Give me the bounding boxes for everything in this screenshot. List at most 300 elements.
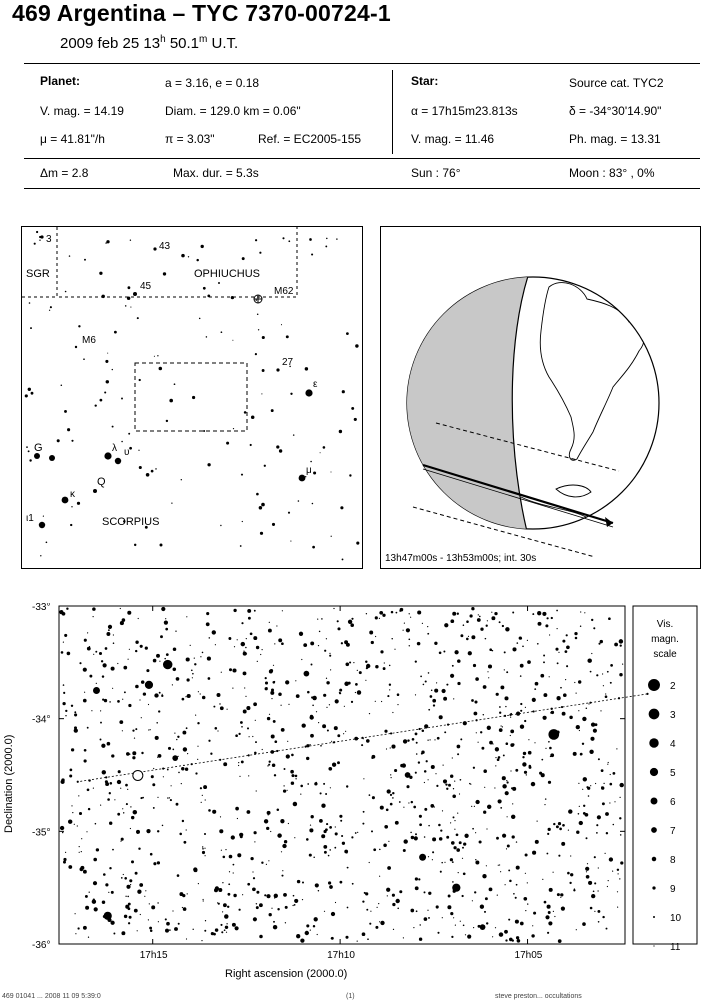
background-star [435, 773, 436, 774]
background-star [357, 832, 358, 833]
background-star [418, 878, 420, 880]
background-star [237, 818, 238, 819]
background-star [88, 808, 90, 810]
background-star [586, 837, 588, 839]
background-star [389, 689, 390, 690]
background-star [223, 856, 226, 859]
finder-star [139, 379, 141, 381]
background-star [375, 636, 376, 637]
background-star [348, 620, 352, 624]
background-star [228, 637, 231, 640]
background-star [295, 778, 296, 779]
background-star [582, 789, 583, 790]
background-star [487, 726, 491, 730]
background-star [237, 853, 241, 857]
background-star [524, 771, 527, 774]
background-star [416, 910, 418, 912]
background-star [283, 893, 287, 897]
background-star [195, 772, 197, 774]
background-star [508, 919, 510, 921]
background-star [406, 628, 410, 632]
background-star [84, 749, 87, 752]
finder-star [340, 506, 343, 509]
background-star [617, 891, 618, 892]
background-star [154, 693, 158, 697]
background-star [460, 779, 462, 781]
background-star [590, 671, 592, 673]
background-star [329, 885, 333, 889]
background-star [491, 612, 492, 613]
background-star [93, 616, 94, 617]
finder-star [26, 446, 28, 448]
background-star [311, 815, 314, 818]
background-star [246, 638, 247, 639]
star-ra: α = 17h15m23.813s [411, 104, 518, 118]
background-star [141, 680, 145, 684]
background-star [557, 662, 559, 664]
finder-star [203, 287, 206, 290]
background-star [550, 756, 551, 757]
background-star [179, 833, 182, 836]
background-star [580, 626, 581, 627]
background-star [534, 742, 535, 743]
asteroid-path [77, 693, 649, 783]
background-star [605, 693, 606, 694]
background-star [433, 704, 435, 706]
background-star [95, 651, 97, 653]
background-star [254, 752, 257, 755]
background-star [178, 923, 180, 925]
background-star [448, 784, 451, 787]
background-star [386, 748, 387, 749]
time-m-sup: m [199, 34, 208, 45]
finder-star [251, 415, 255, 419]
background-star [107, 742, 111, 746]
background-star [423, 684, 425, 686]
finder-star [242, 521, 243, 522]
background-star [276, 625, 277, 626]
background-star [113, 933, 115, 935]
background-star [499, 864, 500, 865]
background-star [128, 922, 130, 924]
background-star [310, 744, 311, 745]
background-star [103, 873, 106, 876]
background-star [167, 797, 169, 799]
background-star [454, 829, 455, 830]
background-star [125, 784, 128, 787]
background-star [399, 801, 401, 803]
background-star [504, 696, 508, 700]
background-star [315, 883, 319, 887]
background-star [353, 662, 354, 663]
background-star [456, 848, 460, 852]
background-star [63, 858, 66, 861]
time-suffix: U.T. [207, 35, 239, 52]
background-star [542, 879, 543, 880]
background-star [489, 648, 492, 651]
background-star [128, 659, 129, 660]
background-star [238, 909, 240, 911]
background-star [390, 747, 391, 748]
background-star [111, 667, 115, 671]
background-star [452, 612, 456, 616]
background-star [431, 765, 435, 769]
background-star [441, 862, 443, 864]
background-star [130, 828, 131, 829]
background-star [186, 727, 188, 729]
background-star [366, 739, 370, 743]
background-star [183, 907, 187, 911]
finder-star [349, 474, 351, 476]
background-star [281, 728, 285, 732]
background-star [520, 703, 522, 705]
background-star [608, 617, 611, 620]
background-star [87, 632, 88, 633]
background-star [583, 777, 587, 781]
background-star [220, 924, 222, 926]
background-star [318, 890, 319, 891]
background-star [544, 804, 545, 805]
background-star [321, 618, 323, 620]
background-star [124, 691, 126, 693]
finder-star [290, 393, 292, 395]
background-star [204, 848, 205, 849]
background-star [502, 834, 506, 838]
background-star [159, 661, 160, 662]
background-star [181, 783, 182, 784]
background-star [195, 715, 196, 716]
background-star [579, 821, 583, 825]
background-star [397, 907, 399, 909]
background-star [421, 753, 423, 755]
background-star [486, 828, 487, 829]
background-star [271, 698, 272, 699]
background-star [428, 856, 429, 857]
background-star [283, 789, 286, 792]
background-star [322, 724, 326, 728]
background-star [486, 922, 488, 924]
background-star [238, 765, 239, 766]
background-star [593, 729, 597, 733]
legend-dot [648, 679, 660, 691]
background-star [307, 691, 310, 694]
background-star [278, 693, 282, 697]
background-star [127, 896, 129, 898]
background-star [351, 618, 353, 620]
background-star [442, 689, 446, 693]
background-star [255, 720, 256, 721]
background-star [558, 939, 562, 943]
background-star [165, 628, 168, 631]
background-star [541, 773, 545, 777]
background-star [432, 699, 436, 703]
background-star [501, 725, 502, 726]
background-star [225, 926, 228, 929]
background-star [422, 623, 423, 624]
background-star [496, 693, 499, 696]
background-star [117, 663, 118, 664]
background-star [525, 707, 526, 708]
background-star [119, 720, 123, 724]
background-star [187, 694, 191, 698]
background-star [521, 638, 522, 639]
background-star [516, 884, 518, 886]
background-star [598, 643, 600, 645]
background-star [148, 704, 149, 705]
background-star [153, 659, 157, 663]
background-star [579, 730, 580, 731]
background-star [109, 822, 112, 825]
background-star [384, 825, 388, 829]
finder-star [279, 449, 282, 452]
background-star [351, 836, 353, 838]
background-star [266, 827, 269, 830]
finder-star [325, 245, 327, 247]
background-star [484, 911, 486, 913]
background-star [346, 643, 350, 647]
finder-star [326, 238, 328, 240]
background-star [256, 790, 257, 791]
x-tick-label: 17h05 [514, 950, 543, 961]
background-star [149, 903, 150, 904]
background-star [150, 729, 151, 730]
finder-star [39, 240, 40, 241]
background-star [132, 756, 135, 759]
background-star [471, 806, 472, 807]
background-star [160, 635, 163, 638]
background-star [126, 752, 130, 756]
background-star [291, 774, 294, 777]
bright-star [480, 924, 486, 930]
background-star [579, 806, 580, 807]
background-star [129, 916, 132, 919]
background-star [269, 714, 270, 715]
background-star [65, 710, 67, 712]
background-star [588, 795, 590, 797]
background-star [475, 677, 479, 681]
background-star [404, 839, 408, 843]
background-star [310, 930, 311, 931]
background-star [83, 699, 87, 703]
background-star [590, 907, 593, 910]
finder-star [160, 544, 163, 547]
finder-star [67, 428, 70, 431]
path-tick [362, 737, 364, 739]
background-star [299, 632, 303, 636]
background-star [450, 912, 453, 915]
background-star [176, 677, 180, 681]
background-star [176, 803, 179, 806]
background-star [472, 828, 474, 830]
background-star [561, 842, 565, 846]
background-star [310, 825, 311, 826]
background-star [598, 758, 600, 760]
background-star [542, 716, 546, 720]
background-star [573, 889, 575, 891]
background-star [386, 808, 389, 811]
background-star [278, 638, 282, 642]
background-star [233, 864, 235, 866]
background-star [202, 846, 203, 847]
footer-right: steve preston... occultations [495, 993, 582, 1000]
background-star [380, 806, 384, 810]
finder-star [339, 430, 342, 433]
legend-mag-label: 8 [670, 855, 676, 866]
background-star [442, 917, 443, 918]
background-star [166, 922, 170, 926]
background-star [380, 650, 383, 653]
background-star [326, 681, 329, 684]
background-star [112, 688, 113, 689]
background-star [335, 699, 339, 703]
legend-mag-label: 9 [670, 884, 676, 895]
background-star [474, 891, 476, 893]
finder-star [298, 500, 300, 502]
background-star [140, 797, 142, 799]
background-star [129, 879, 132, 882]
background-star [545, 915, 549, 919]
background-star [117, 700, 120, 703]
finder-star [69, 255, 70, 256]
finder-star [312, 503, 314, 505]
background-star [273, 925, 277, 929]
background-star [120, 621, 124, 625]
background-star [232, 688, 233, 689]
background-star [566, 634, 568, 636]
background-star [186, 678, 189, 681]
background-star [366, 667, 368, 669]
background-star [211, 932, 214, 935]
background-star [247, 609, 251, 613]
background-star [293, 802, 297, 806]
background-star [504, 651, 506, 653]
finder-star [305, 476, 306, 477]
background-star [444, 697, 447, 700]
path-tick [589, 702, 591, 704]
y-tick-label: -33° [32, 603, 51, 613]
background-star [85, 906, 89, 910]
background-star [250, 857, 253, 860]
background-star [407, 739, 409, 741]
background-star [65, 852, 66, 853]
background-star [610, 664, 613, 667]
path-tick [105, 776, 107, 778]
background-star [337, 627, 340, 630]
background-star [328, 855, 330, 857]
background-star [157, 830, 159, 832]
background-star [202, 848, 204, 850]
background-star [266, 687, 267, 688]
background-star [436, 682, 437, 683]
background-star [130, 884, 131, 885]
background-star [474, 700, 477, 703]
background-star [589, 750, 593, 754]
background-star [458, 872, 459, 873]
background-star [302, 899, 303, 900]
background-star [475, 859, 476, 860]
finder-star [49, 310, 50, 311]
background-star [329, 655, 331, 657]
background-star [546, 853, 548, 855]
background-star [509, 938, 513, 942]
background-star [453, 698, 454, 699]
background-star [117, 813, 120, 816]
background-star [162, 825, 164, 827]
background-star [506, 671, 508, 673]
background-star [240, 721, 243, 724]
star-source: Source cat. TYC2 [569, 76, 664, 90]
background-star [88, 937, 89, 938]
background-star [387, 695, 389, 697]
background-star [179, 892, 183, 896]
background-star [457, 753, 459, 755]
finder-star [151, 470, 154, 473]
background-star [428, 825, 430, 827]
background-star [288, 704, 289, 705]
background-star [605, 853, 606, 854]
background-star [203, 900, 204, 901]
background-star [619, 817, 621, 819]
background-star [523, 752, 526, 755]
background-star [62, 832, 64, 834]
background-star [506, 848, 507, 849]
finder-star [153, 247, 156, 250]
background-star [274, 897, 275, 898]
background-star [229, 668, 232, 671]
background-star [388, 841, 389, 842]
background-star [479, 616, 481, 618]
background-star [499, 712, 501, 714]
background-star [489, 888, 493, 892]
background-star [362, 932, 366, 936]
background-star [135, 685, 139, 689]
background-star [262, 649, 263, 650]
background-star [145, 646, 148, 649]
background-star [499, 706, 501, 708]
finder-star [272, 523, 275, 526]
background-star [614, 801, 615, 802]
kappa-label: κ [70, 489, 75, 500]
background-star [79, 846, 80, 847]
background-star [287, 741, 288, 742]
background-star [337, 620, 339, 622]
background-star [227, 709, 228, 710]
background-star [68, 820, 72, 824]
background-star [489, 741, 493, 745]
background-star [330, 669, 331, 670]
star-vmag: V. mag. = 11.46 [411, 132, 495, 146]
background-star [471, 699, 474, 702]
background-star [259, 903, 263, 907]
background-star [190, 645, 191, 646]
background-star [325, 793, 327, 795]
background-star [560, 893, 563, 896]
background-star [169, 929, 171, 931]
legend-dot [652, 886, 655, 889]
background-star [149, 927, 152, 930]
background-star [434, 806, 435, 807]
background-star [415, 660, 417, 662]
background-star [290, 770, 294, 774]
background-star [457, 745, 461, 749]
background-star [108, 892, 109, 893]
background-star [560, 897, 561, 898]
background-star [256, 891, 259, 894]
finder-star [293, 434, 294, 435]
background-star [259, 935, 263, 939]
finder-star [36, 231, 38, 233]
background-star [566, 665, 568, 667]
